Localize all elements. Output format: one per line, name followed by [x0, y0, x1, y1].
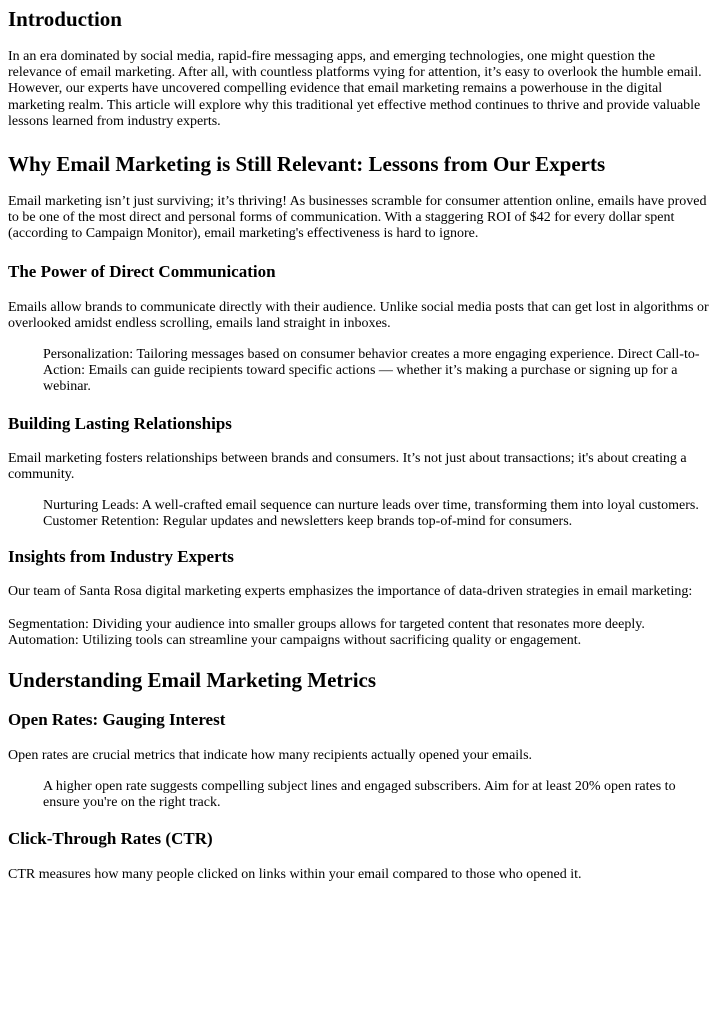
intro-paragraph: In an era dominated by social media, rapid-fire messaging apps, and emerging technologies, one might question the relevance of email marketing. After all, with countless platforms vying for attention, it’s easy to overlook the humble email. However, our experts have uncovered compelling evidence that email marketing remains a powerhouse in the digital marketing realm. This article will explore why this traditional yet effective method continues to thrive and provide valuable lessons learned from industry experts.	[8, 49, 702, 129]
insights-heading: Insights from Industry Experts	[8, 547, 234, 567]
metrics-heading: Understanding Email Marketing Metrics	[8, 668, 377, 693]
relationships-paragraph: Email marketing fosters relationships between brands and consumers. It’s not just about transactions; it's about creating a community.	[8, 450, 687, 482]
direct-communication-quote: Personalization: Tailoring messages based on consumer behavior creates a more engaging experience. Direct Call-to-Action: Emails can guide recipients toward specific actions — whether it’s making a purchase or signing up for a webinar.	[43, 347, 700, 395]
open-rates-quote: A higher open rate suggests compelling subject lines and engaged subscribers. Aim for at least 20% open rates to ensure you're on the right track.	[43, 779, 676, 811]
ctr-heading: Click-Through Rates (CTR)	[8, 828, 213, 848]
insights-paragraph-strategies: Segmentation: Dividing your audience into smaller groups allows for targeted content that resonates more deeply. Automation: Utilizing tools can streamline your campaigns without sacrificing quality or engagement.	[8, 616, 645, 648]
insights-paragraph: Our team of Santa Rosa digital marketing experts emphasizes the importance of data-driven strategies in email marketing:	[8, 584, 693, 600]
open-rates-paragraph: Open rates are crucial metrics that indicate how many recipients actually opened your emails.	[8, 748, 533, 764]
direct-communication-heading: The Power of Direct Communication	[8, 261, 276, 281]
why-relevant-paragraph: Email marketing isn’t just surviving; it’s thriving! As businesses scramble for consumer attention online, emails have proved to be one of the most direct and personal forms of communication. With a staggering ROI of $42 for every dollar spent (according to Campaign Monitor), email marketing's effectiveness is hard to ignore.	[8, 194, 707, 242]
why-relevant-heading: Why Email Marketing is Still Relevant: Lessons from Our Experts	[8, 152, 606, 177]
ctr-paragraph: CTR measures how many people clicked on links within your email compared to those who opened it.	[8, 866, 582, 882]
open-rates-heading: Open Rates: Gauging Interest	[8, 710, 226, 730]
relationships-quote: Nurturing Leads: A well-crafted email sequence can nurture leads over time, transforming them into loyal customers. Customer Retention: Regular updates and newsletters keep brands top-of-mind for consumers.	[43, 498, 699, 530]
relationships-heading: Building Lasting Relationships	[8, 413, 232, 433]
intro-heading: Introduction	[8, 7, 122, 31]
direct-communication-paragraph: Emails allow brands to communicate directly with their audience. Unlike social media posts that can get lost in algorithms or overlooked amidst endless scrolling, emails land straight in inboxes.	[8, 299, 709, 331]
article	[0, 7, 720, 883]
